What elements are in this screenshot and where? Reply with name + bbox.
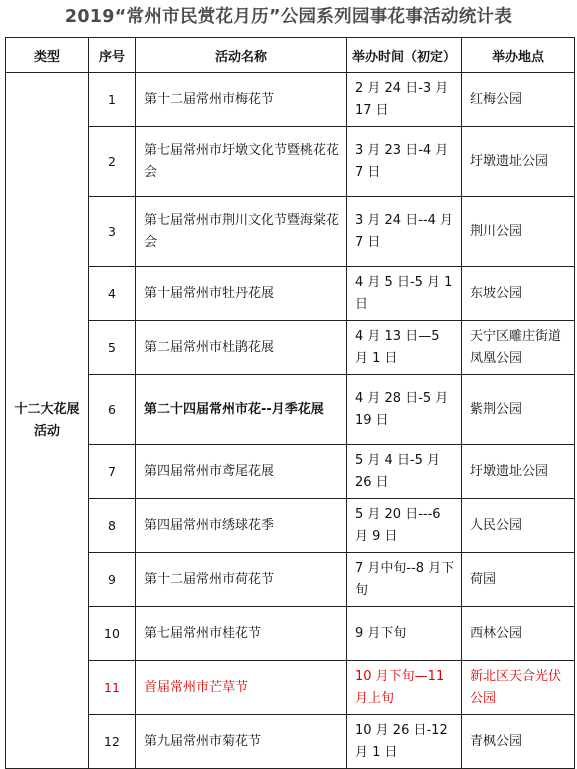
header-type: 类型: [6, 38, 89, 73]
activity-table: [5, 37, 575, 769]
activity-place: 紫荆公园: [462, 375, 575, 445]
activity-time: 10 月 26 日-12 月 1 日: [347, 715, 462, 769]
activity-place: 圩墩遗址公园: [462, 127, 575, 197]
header-place: 举办地点: [462, 38, 575, 73]
header-time: 举办时间（初定）: [347, 38, 462, 73]
table-row: [6, 197, 575, 267]
activity-time: 3 月 23 日-4 月 7 日: [347, 127, 462, 197]
activity-time: 4 月 13 日—5 月 1 日: [347, 321, 462, 375]
activity-place: 青枫公园: [462, 715, 575, 769]
activity-name: 第九届常州市菊花节: [136, 715, 347, 769]
activity-place: 红梅公园: [462, 73, 575, 127]
activity-time: 2 月 24 日-3 月 17 日: [347, 73, 462, 127]
activity-time: 7 月中旬--8 月下旬: [347, 553, 462, 607]
table-row: [6, 73, 575, 127]
row-number: 5: [89, 321, 136, 375]
table-row: [6, 321, 575, 375]
row-number: 9: [89, 553, 136, 607]
table-row: [6, 127, 575, 197]
activity-name: 第二届常州市杜鹃花展: [136, 321, 347, 375]
table-row: [6, 499, 575, 553]
header-number: 序号: [89, 38, 136, 73]
activity-name: 第七届常州市荆川文化节暨海棠花会: [136, 197, 347, 267]
table-row: [6, 553, 575, 607]
activity-name: 第十二届常州市梅花节: [136, 73, 347, 127]
table-row: [6, 607, 575, 661]
activity-name: 第七届常州市桂花节: [136, 607, 347, 661]
activity-place: 天宁区雕庄街道凤凰公园: [462, 321, 575, 375]
activity-name: 第四届常州市鸢尾花展: [136, 445, 347, 499]
activity-name: 首届常州市芒草节: [136, 661, 347, 715]
activity-name: 第二十四届常州市花--月季花展: [136, 375, 347, 445]
table-row: [6, 267, 575, 321]
activity-name: 第七届常州市圩墩文化节暨桃花花会: [136, 127, 347, 197]
activity-place: 西林公园: [462, 607, 575, 661]
page-title: 2019“常州市民赏花月历”公园系列园事花事活动统计表: [64, 7, 513, 27]
activity-place: 人民公园: [462, 499, 575, 553]
row-number: 10: [89, 607, 136, 661]
activity-place: 东坡公园: [462, 267, 575, 321]
table-header-row: [6, 38, 575, 73]
activity-name: 第十二届常州市荷花节: [136, 553, 347, 607]
row-number: 1: [89, 73, 136, 127]
row-number: 4: [89, 267, 136, 321]
activity-time: 4 月 5 日-5 月 1 日: [347, 267, 462, 321]
table-row: [6, 661, 575, 715]
activity-place: 圩墩遗址公园: [462, 445, 575, 499]
row-number: 12: [89, 715, 136, 769]
activity-time: 5 月 20 日---6 月 9 日: [347, 499, 462, 553]
activity-time: 5 月 4 日-5 月 26 日: [347, 445, 462, 499]
row-number: 11: [89, 661, 136, 715]
table-row: [6, 715, 575, 769]
activity-time: 3 月 24 日--4 月 7 日: [347, 197, 462, 267]
category-cell: 十二大花展活动: [6, 73, 89, 769]
activity-place: 荆川公园: [462, 197, 575, 267]
activity-name: 第十届常州市牡丹花展: [136, 267, 347, 321]
activity-time: 4 月 28 日-5 月 19 日: [347, 375, 462, 445]
row-number: 7: [89, 445, 136, 499]
activity-time: 9 月下旬: [347, 607, 462, 661]
activity-name: 第四届常州市绣球花季: [136, 499, 347, 553]
activity-time: 10 月下旬—11 月上旬: [347, 661, 462, 715]
table-row: [6, 375, 575, 445]
row-number: 8: [89, 499, 136, 553]
row-number: 6: [89, 375, 136, 445]
row-number: 2: [89, 127, 136, 197]
header-activity-name: 活动名称: [136, 38, 347, 73]
activity-place: 荷园: [462, 553, 575, 607]
table-row: [6, 445, 575, 499]
activity-place: 新北区天合光伏公园: [462, 661, 575, 715]
row-number: 3: [89, 197, 136, 267]
